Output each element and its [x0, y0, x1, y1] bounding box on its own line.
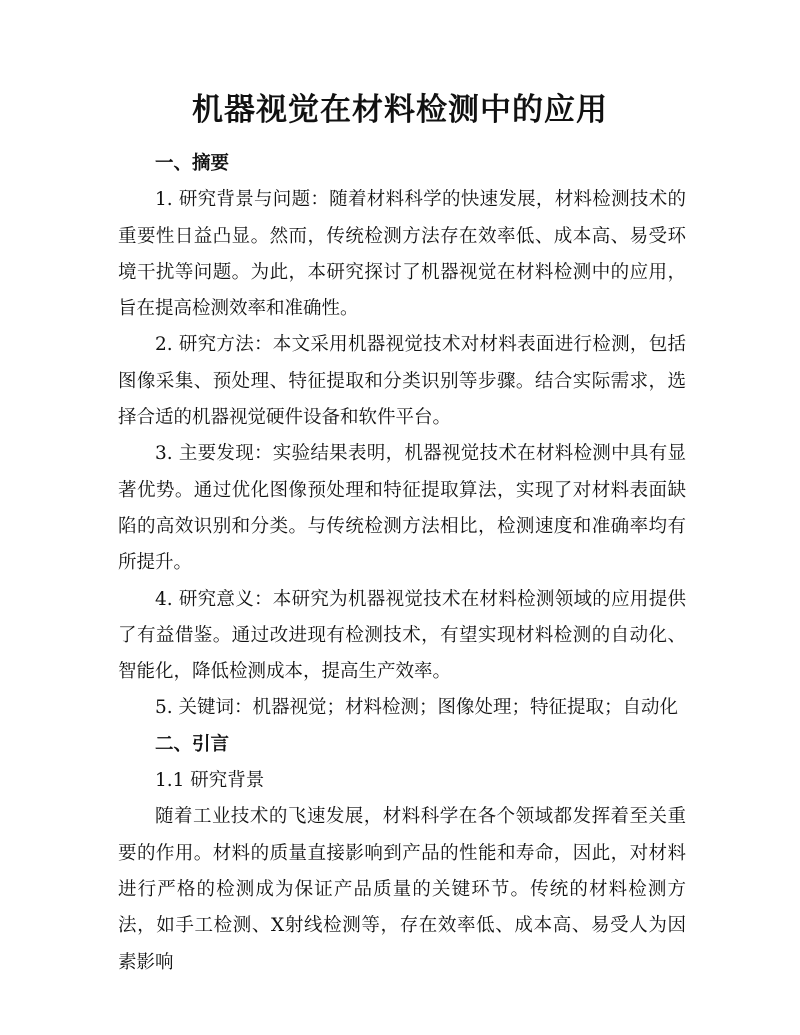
abstract-paragraph-significance: 4. 研究意义：本研究为机器视觉技术在材料检测领域的应用提供了有益借鉴。通过改进现有检测技术，有望实现材料检测的自动化、智能化，降低检测成本，提高生产效率。 [118, 588, 686, 683]
section-heading-abstract: 一、摘要 [155, 153, 230, 174]
introduction-paragraph: 随着工业技术的飞速发展，材料科学在各个领域都发挥着至关重要的作用。材料的质量直接影响到产品的性能和寿命，因此，对材料进行严格的检测成为保证产品质量的关键环节。传统的材料检测方法，如手工检测、X射线检测等，存在效率低、成本高、易受人为因素影响 [118, 806, 686, 973]
abstract-paragraph-method: 2. 研究方法：本文采用机器视觉技术对材料表面进行检测，包括图像采集、预处理、特征提取和分类识别等步骤。结合实际需求，选择合适的机器视觉硬件设备和软件平台。 [118, 334, 686, 429]
subsection-heading-background: 1.1 研究背景 [155, 770, 265, 792]
abstract-paragraph-findings: 3. 主要发现：实验结果表明，机器视觉技术在材料检测中具有显著优势。通过优化图像预处理和特征提取算法，实现了对材料表面缺陷的高效识别和分类。与传统检测方法相比，检测速度和准确率均有所提升。 [118, 443, 686, 574]
section-heading-introduction: 二、引言 [155, 733, 230, 755]
document-title: 机器视觉在材料检测中的应用 [192, 92, 608, 128]
abstract-paragraph-keywords: 5. 关键词：机器视觉；材料检测；图像处理；特征提取；自动化 [155, 697, 679, 719]
document-body [118, 146, 686, 981]
abstract-paragraph-background: 1. 研究背景与问题：随着材料科学的快速发展，材料检测技术的重要性日益凸显。然而，传统检测方法存在效率低、成本高、易受环境干扰等问题。为此，本研究探讨了机器视觉在材料检测中的应用，旨在提高检测效率和准确性。 [118, 189, 686, 320]
